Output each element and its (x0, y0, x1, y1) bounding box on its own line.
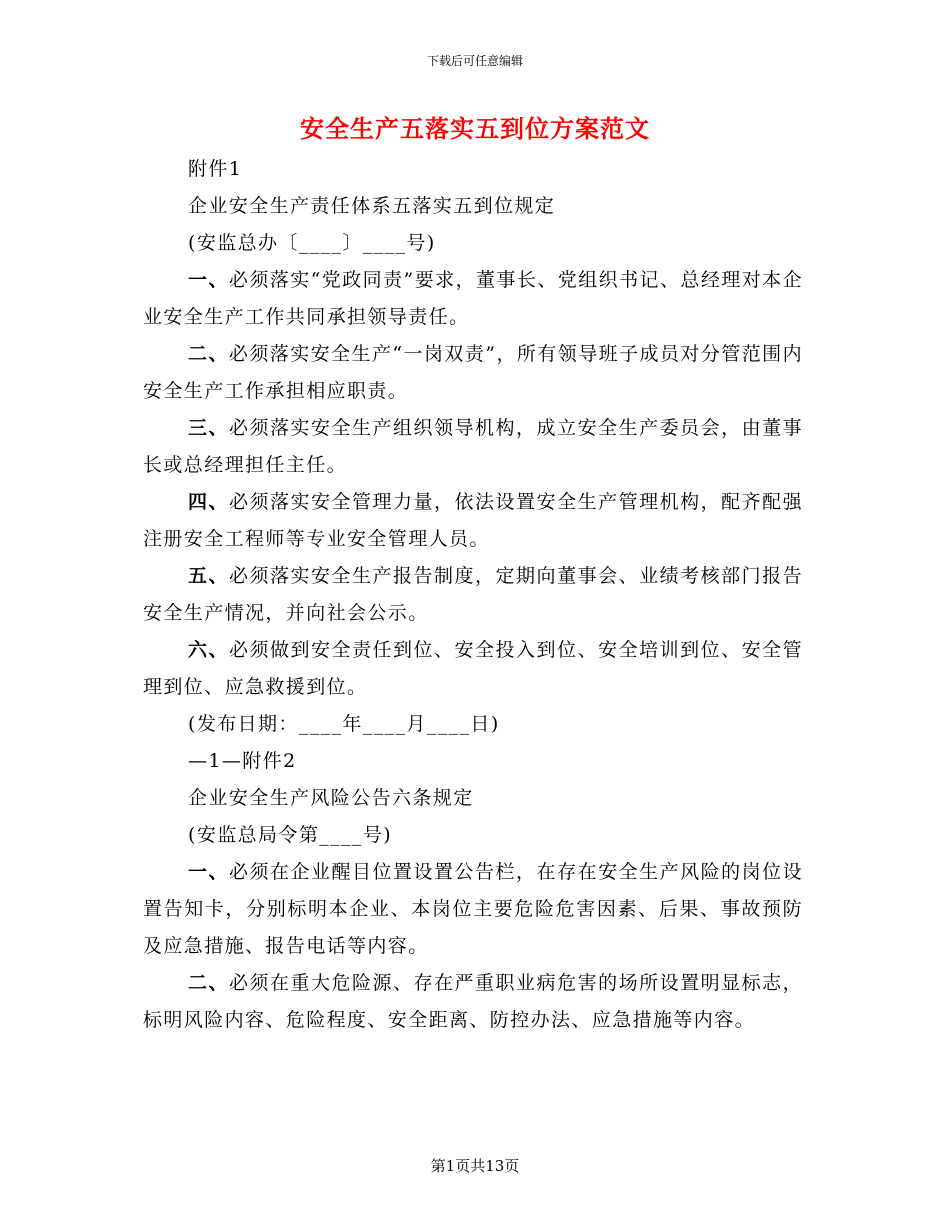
item-number: 六、 (188, 639, 230, 661)
attachment2-label: —1—附件2 (188, 750, 297, 772)
page-header: 下载后可任意编辑 (426, 54, 523, 68)
item-number: 三、 (188, 417, 230, 439)
regulation-item-6 (143, 632, 803, 706)
regulation-item-3 (143, 410, 803, 484)
attachment2-document-number: (安监总局令第____号) (188, 824, 393, 846)
release-date: (发布日期：____年____月____日) (188, 713, 500, 735)
regulation-item-4 (143, 484, 803, 558)
attachment1-title: 企业安全生产责任体系五落实五到位规定 (188, 195, 556, 217)
item-number: 二、 (188, 972, 230, 994)
attachment1-document-number: (安监总办〔____〕____号) (188, 232, 436, 254)
item-text: 必须落实安全生产组织领导机构，成立安全生产委员会，由董事长或总经理担任主任。 (143, 417, 803, 476)
item-text: 必须在企业醒目位置设置公告栏，在存在安全生产风险的岗位设置告知卡，分别标明本企业、本岗位主要危险危害因素、后果、事故预防及应急措施、报告电话等内容。 (143, 861, 803, 957)
item-text: 必须做到安全责任到位、安全投入到位、安全培训到位、安全管理到位、应急救援到位。 (143, 639, 803, 698)
attachment2-title: 企业安全生产风险公告六条规定 (188, 787, 474, 809)
item-text: 必须落实安全生产“一岗双责”，所有领导班子成员对分管范围内安全生产工作承担相应职责。 (143, 343, 803, 402)
regulation-item-1 (143, 262, 803, 336)
item-number: 一、 (188, 861, 230, 883)
risk-notice-item-1 (143, 854, 803, 965)
item-number: 四、 (188, 491, 230, 513)
regulation-item-5 (143, 558, 803, 632)
regulation-item-2 (143, 336, 803, 410)
document-title: 安全生产五落实五到位方案范文 (300, 114, 650, 143)
page-footer: 第1页共13页 (430, 1157, 520, 1175)
item-number: 五、 (188, 565, 230, 587)
item-text: 必须落实安全管理力量，依法设置安全生产管理机构，配齐配强注册安全工程师等专业安全管理人员。 (143, 491, 803, 550)
item-text: 必须在重大危险源、存在严重职业病危害的场所设置明显标志，标明风险内容、危险程度、安全距离、防控办法、应急措施等内容。 (143, 972, 803, 1031)
attachment1-label: 附件1 (188, 158, 243, 180)
item-text: 必须落实安全生产报告制度，定期向董事会、业绩考核部门报告安全生产情况，并向社会公示。 (143, 565, 803, 624)
item-number: 二、 (188, 343, 229, 365)
item-number: 一、 (188, 269, 229, 291)
document-body (143, 151, 803, 1039)
item-text: 必须落实“党政同责”要求，董事长、党组织书记、总经理对本企业安全生产工作共同承担领导责任。 (143, 269, 803, 328)
risk-notice-item-2 (143, 965, 803, 1039)
